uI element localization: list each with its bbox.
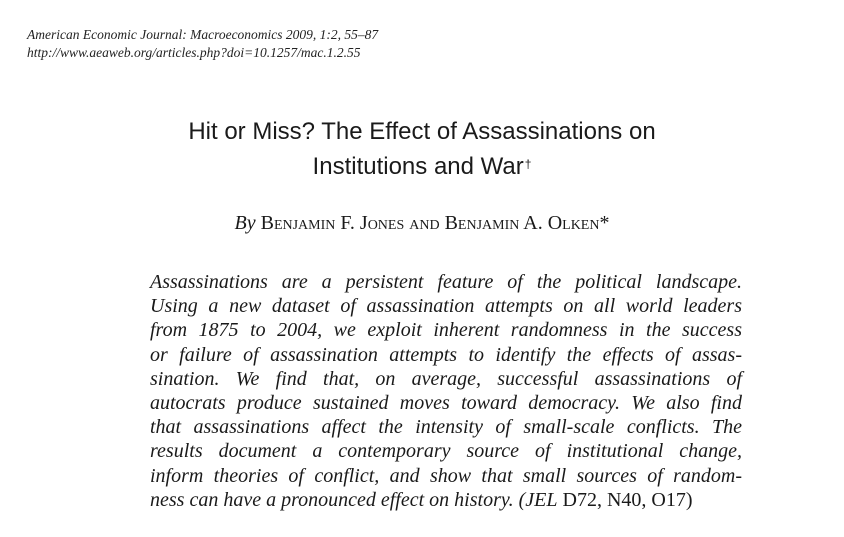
- abstract-line: from 1875 to 2004, we exploit inherent randomness in the success: [150, 319, 742, 342]
- abstract-line: Assassinations are a persistent feature of the political landscape.: [150, 271, 742, 293]
- abstract-line: that assassinations affect the intensity of small-scale conflicts. The: [150, 416, 742, 439]
- abstract-line: Using a new dataset of assassination attempts on all world leaders: [150, 295, 742, 318]
- abstract-line: results document a contemporary source of institutional change,: [150, 440, 742, 463]
- byline-authors: Benjamin F. Jones and Benjamin A. Olken*: [260, 212, 610, 234]
- title-footnote-mark: †: [524, 157, 532, 171]
- title-line-2: [0, 149, 844, 184]
- byline-by: By: [234, 212, 256, 234]
- jel-label: JEL: [525, 488, 558, 511]
- title-line-2-text: Institutions and War: [312, 153, 524, 180]
- abstract-last-line: [150, 488, 742, 512]
- abstract-line: inform theories of conflict, and show that small sources of random-: [150, 464, 742, 487]
- title-line-1: Hit or Miss? The Effect of Assassinations on: [188, 118, 656, 145]
- abstract-line: or failure of assassination attempts to identify the effects of assas-: [150, 343, 742, 366]
- byline: [0, 210, 844, 236]
- jel-codes: D72, N40, O17): [557, 488, 693, 511]
- abstract-last-line-text: ness can have a pronounced effect on history. (: [150, 488, 526, 511]
- abstract: [150, 270, 742, 512]
- journal-citation: American Economic Journal: Macroeconomics 2009, 1:2, 55–87: [27, 27, 379, 42]
- journal-header: [27, 26, 378, 62]
- article-url: http://www.aeaweb.org/articles.php?doi=10.1257/mac.1.2.55: [27, 45, 361, 60]
- paper-title: [0, 114, 844, 184]
- abstract-line: autocrats produce sustained moves toward democracy. We also find: [150, 392, 742, 415]
- abstract-line: sination. We find that, on average, successful assassinations of: [150, 367, 742, 390]
